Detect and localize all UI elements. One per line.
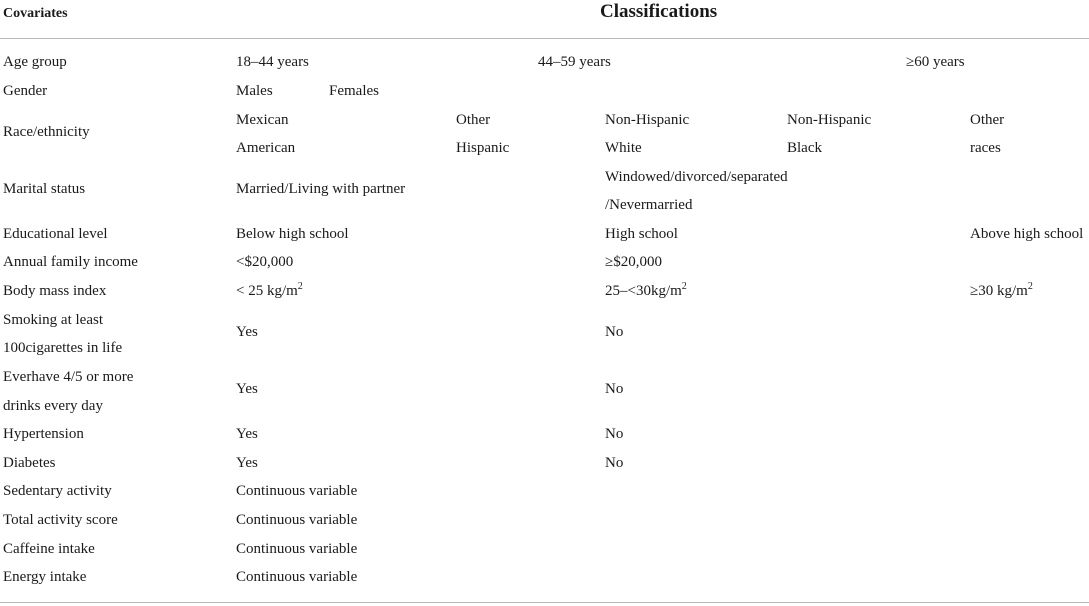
- race-nh-black-line2: Black: [787, 140, 822, 156]
- row-label-diabetes: Diabetes: [3, 455, 56, 471]
- education-high-school: High school: [605, 226, 678, 242]
- race-mexican-line2: American: [236, 140, 296, 156]
- table-header-classifications: Classifications: [600, 1, 718, 22]
- bmi-25-30: $25-<30kg/m^2$: [605, 281, 687, 299]
- race-nh-white-line1: Non-Hispanic: [605, 112, 690, 128]
- marital-married: Married/Living with partner: [236, 181, 406, 197]
- smoking-no: No: [605, 324, 624, 340]
- bmi-30-plus: ≥30 $kg/m^2$: [970, 281, 1033, 299]
- table-header-covariates: Covariates: [3, 6, 68, 21]
- row-label-smoking-line1: Smoking at least: [3, 312, 103, 328]
- footer-rule: [0, 602, 1089, 603]
- row-label-hypertension: Hypertension: [3, 426, 84, 442]
- energy-value: Continuous variable: [236, 569, 358, 585]
- drinks-yes: Yes: [236, 381, 258, 397]
- race-other-hispanic-line1: Other: [456, 112, 491, 128]
- row-label-age-group: Age group: [3, 54, 67, 70]
- activity-value: Continuous variable: [236, 512, 358, 528]
- marital-widowed-line2: /Nevermarried: [605, 197, 693, 213]
- header-rule: [0, 38, 1089, 39]
- age-18-44: 18–44 years: [236, 54, 309, 70]
- smoking-yes: Yes: [236, 324, 258, 340]
- education-above-high-school: Above high school: [970, 226, 1084, 242]
- race-nh-white-line2: White: [605, 140, 642, 156]
- row-label-energy: Energy intake: [3, 569, 87, 585]
- age-60-plus: ≥60 years: [906, 54, 965, 70]
- race-nh-black-line1: Non-Hispanic: [787, 112, 872, 128]
- row-label-education: Educational level: [3, 226, 108, 242]
- caffeine-value: Continuous variable: [236, 541, 358, 557]
- income-above-20000: ≥$20,000: [605, 254, 662, 270]
- race-other-races-line1: Other: [970, 112, 1005, 128]
- education-below-high-school: Below high school: [236, 226, 349, 242]
- drinks-no: No: [605, 381, 624, 397]
- row-label-drinks-line1: Everhave 4/5 or more: [3, 369, 134, 385]
- diabetes-yes: Yes: [236, 455, 258, 471]
- gender-males: Males: [236, 83, 273, 99]
- row-label-drinks-line2: drinks every day: [3, 398, 103, 414]
- race-other-hispanic-line2: Hispanic: [456, 140, 510, 156]
- row-label-bmi: Body mass index: [3, 283, 107, 299]
- row-label-sedentary: Sedentary activity: [3, 483, 112, 499]
- row-label-marital: Marital status: [3, 181, 86, 197]
- diabetes-no: No: [605, 455, 624, 471]
- row-label-race: Race/ethnicity: [3, 124, 90, 140]
- row-label-smoking-line2: 100cigarettes in life: [3, 340, 123, 356]
- hypertension-yes: Yes: [236, 426, 258, 442]
- row-label-activity: Total activity score: [3, 512, 118, 528]
- bmi-below-25: < 25 $kg/m^2$: [236, 281, 303, 299]
- row-label-income: Annual family income: [3, 254, 138, 270]
- row-label-caffeine: Caffeine intake: [3, 541, 95, 557]
- row-label-gender: Gender: [3, 83, 48, 99]
- hypertension-no: No: [605, 426, 624, 442]
- age-44-59: 44–59 years: [538, 54, 611, 70]
- race-other-races-line2: races: [970, 140, 1001, 156]
- race-mexican-line1: Mexican: [236, 112, 289, 128]
- gender-females: Females: [329, 83, 379, 99]
- income-below-20000: <$20,000: [236, 254, 294, 270]
- marital-widowed-line1: Windowed/divorced/separated: [605, 169, 788, 185]
- sedentary-value: Continuous variable: [236, 483, 358, 499]
